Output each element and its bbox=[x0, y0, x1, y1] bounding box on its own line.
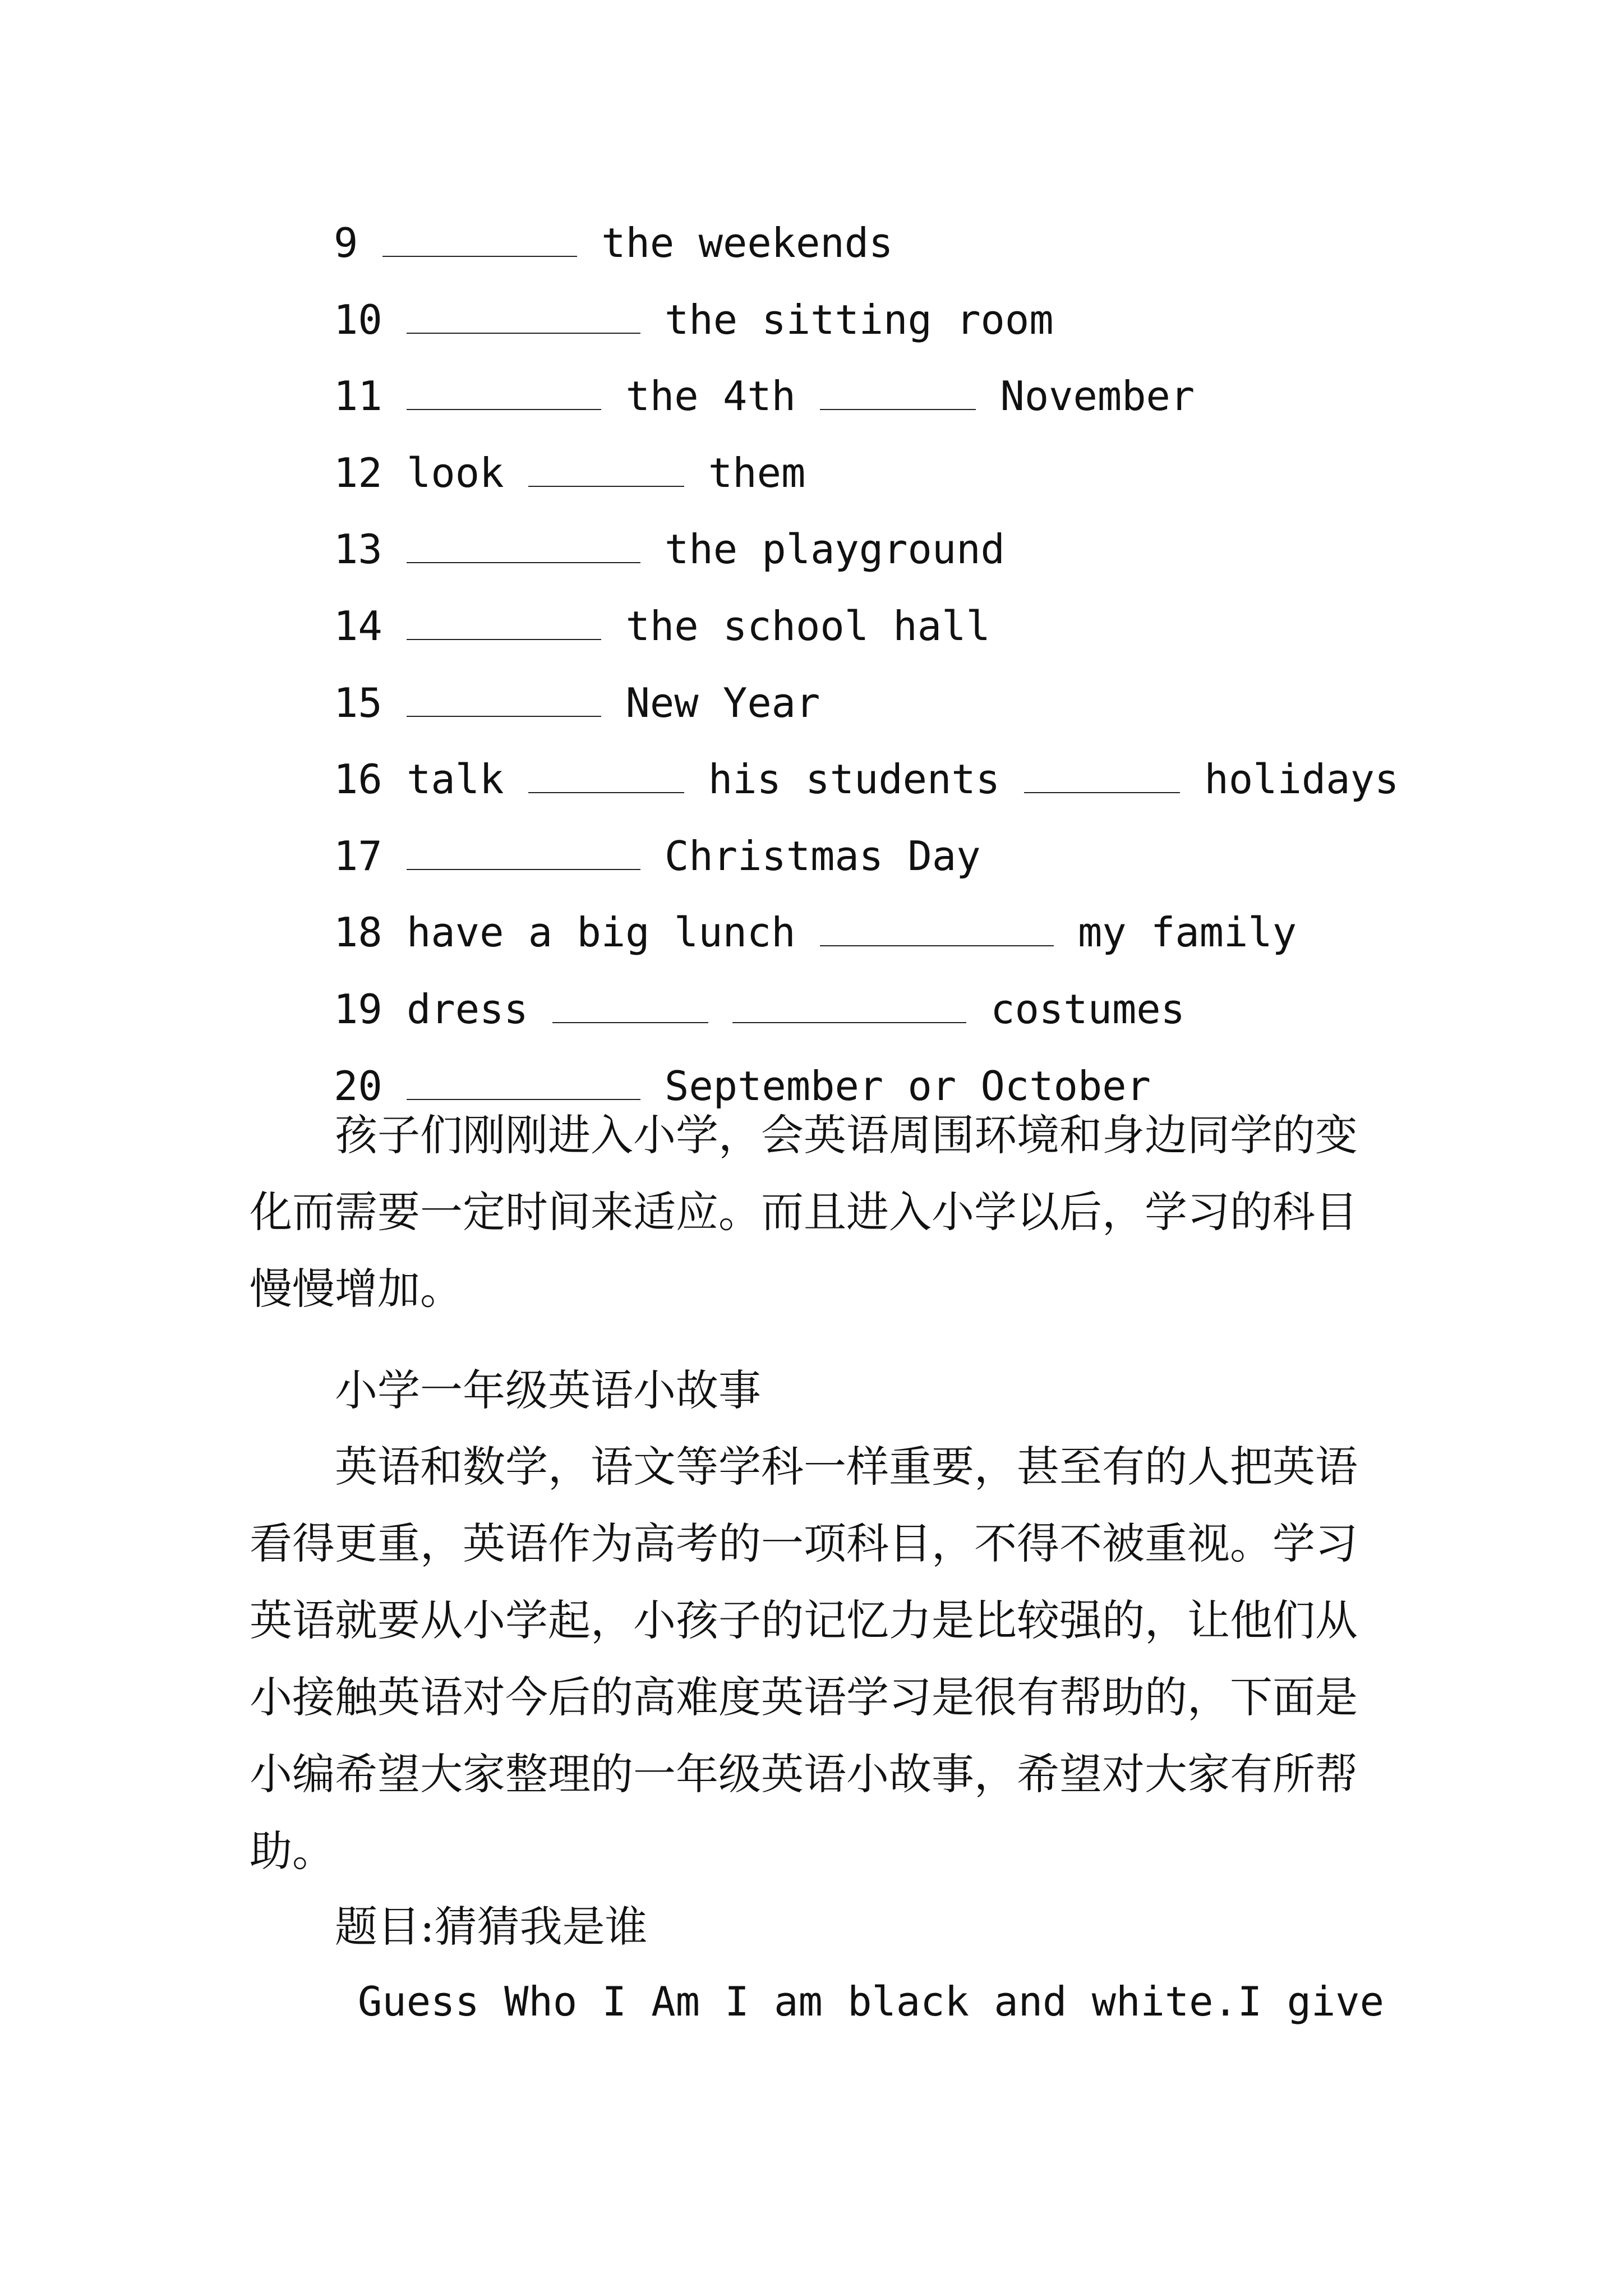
exercise-line bbox=[334, 599, 990, 653]
exercise-number: 10 bbox=[334, 296, 407, 343]
exercise-text: them bbox=[684, 449, 806, 496]
exercise-line bbox=[334, 982, 1185, 1036]
story-title: 题目:猜猜我是谁 bbox=[335, 1902, 648, 1952]
exercise-text: dress bbox=[407, 986, 553, 1033]
answer-blank[interactable] bbox=[382, 223, 577, 257]
exercise-text: holidays bbox=[1180, 756, 1399, 803]
answer-blank[interactable] bbox=[820, 913, 1054, 946]
exercise-text: the sitting room bbox=[640, 296, 1054, 343]
intro-paragraph: 孩子们刚刚进入小学，会英语周围环境和身边同学的变化而需要一定时间来适应。而且进入小学以后，学习的科目慢慢增加。 bbox=[250, 1110, 1358, 1314]
exercise-number: 13 bbox=[334, 526, 407, 573]
exercise-number: 20 bbox=[334, 1062, 407, 1110]
answer-blank[interactable] bbox=[1024, 760, 1180, 793]
exercise-text: the weekends bbox=[577, 219, 893, 266]
exercise-text: the playground bbox=[640, 526, 1005, 573]
answer-blank[interactable] bbox=[407, 606, 601, 640]
answer-blank[interactable] bbox=[407, 1066, 640, 1100]
exercise-line bbox=[334, 752, 1399, 806]
exercise-line bbox=[334, 216, 893, 270]
exercise-text: his students bbox=[684, 756, 1025, 803]
exercise-text: the school hall bbox=[601, 602, 990, 650]
exercise-line bbox=[334, 522, 1005, 576]
answer-blank[interactable] bbox=[407, 683, 601, 717]
exercise-number: 9 bbox=[334, 219, 382, 266]
story-first-line: Guess Who I Am I am black and white.I give bbox=[358, 1978, 1384, 2025]
exercise-text: have a big lunch bbox=[407, 909, 820, 956]
exercise-number: 14 bbox=[334, 602, 407, 650]
exercise-number: 12 bbox=[334, 449, 407, 496]
exercise-line bbox=[334, 446, 805, 500]
exercise-line bbox=[334, 293, 1054, 347]
answer-blank[interactable] bbox=[528, 760, 684, 793]
exercise-line bbox=[334, 905, 1297, 959]
exercise-line bbox=[334, 369, 1195, 423]
exercise-text: September or October bbox=[640, 1062, 1151, 1110]
exercise-text: the 4th bbox=[601, 372, 820, 420]
exercise-number: 19 bbox=[334, 986, 407, 1033]
exercise-text: New Year bbox=[601, 679, 820, 726]
answer-blank[interactable] bbox=[732, 990, 966, 1023]
answer-blank[interactable] bbox=[552, 990, 708, 1023]
answer-blank[interactable] bbox=[407, 300, 640, 334]
answer-blank[interactable] bbox=[407, 376, 601, 410]
exercise-text bbox=[708, 986, 732, 1033]
exercise-number: 11 bbox=[334, 372, 407, 420]
exercise-number: 18 bbox=[334, 909, 407, 956]
body-paragraph: 英语和数学，语文等学科一样重要，甚至有的人把英语看得更重，英语作为高考的一项科目，不得不被重视。学习英语就要从小学起，小孩子的记忆力是比较强的，让他们从小接触英语对今后的高难度英语学习是很有帮助的，下面是小编希望大家整理的一年级英语小故事，希望对大家有所帮助。 bbox=[250, 1442, 1358, 1876]
exercise-number: 16 bbox=[334, 756, 407, 803]
exercise-line bbox=[334, 676, 820, 730]
exercise-number: 15 bbox=[334, 679, 407, 726]
exercise-text: my family bbox=[1053, 909, 1297, 956]
answer-blank[interactable] bbox=[407, 836, 640, 870]
answer-blank[interactable] bbox=[528, 453, 684, 487]
exercise-line bbox=[334, 829, 981, 883]
exercise-text: November bbox=[976, 372, 1195, 420]
exercise-number: 17 bbox=[334, 832, 407, 880]
answer-blank[interactable] bbox=[407, 530, 640, 563]
exercise-text: Christmas Day bbox=[640, 832, 981, 880]
section-heading: 小学一年级英语小故事 bbox=[335, 1365, 761, 1415]
exercise-text: costumes bbox=[966, 986, 1186, 1033]
answer-blank[interactable] bbox=[820, 376, 976, 410]
exercise-text: look bbox=[407, 449, 528, 496]
exercise-text: talk bbox=[407, 756, 528, 803]
